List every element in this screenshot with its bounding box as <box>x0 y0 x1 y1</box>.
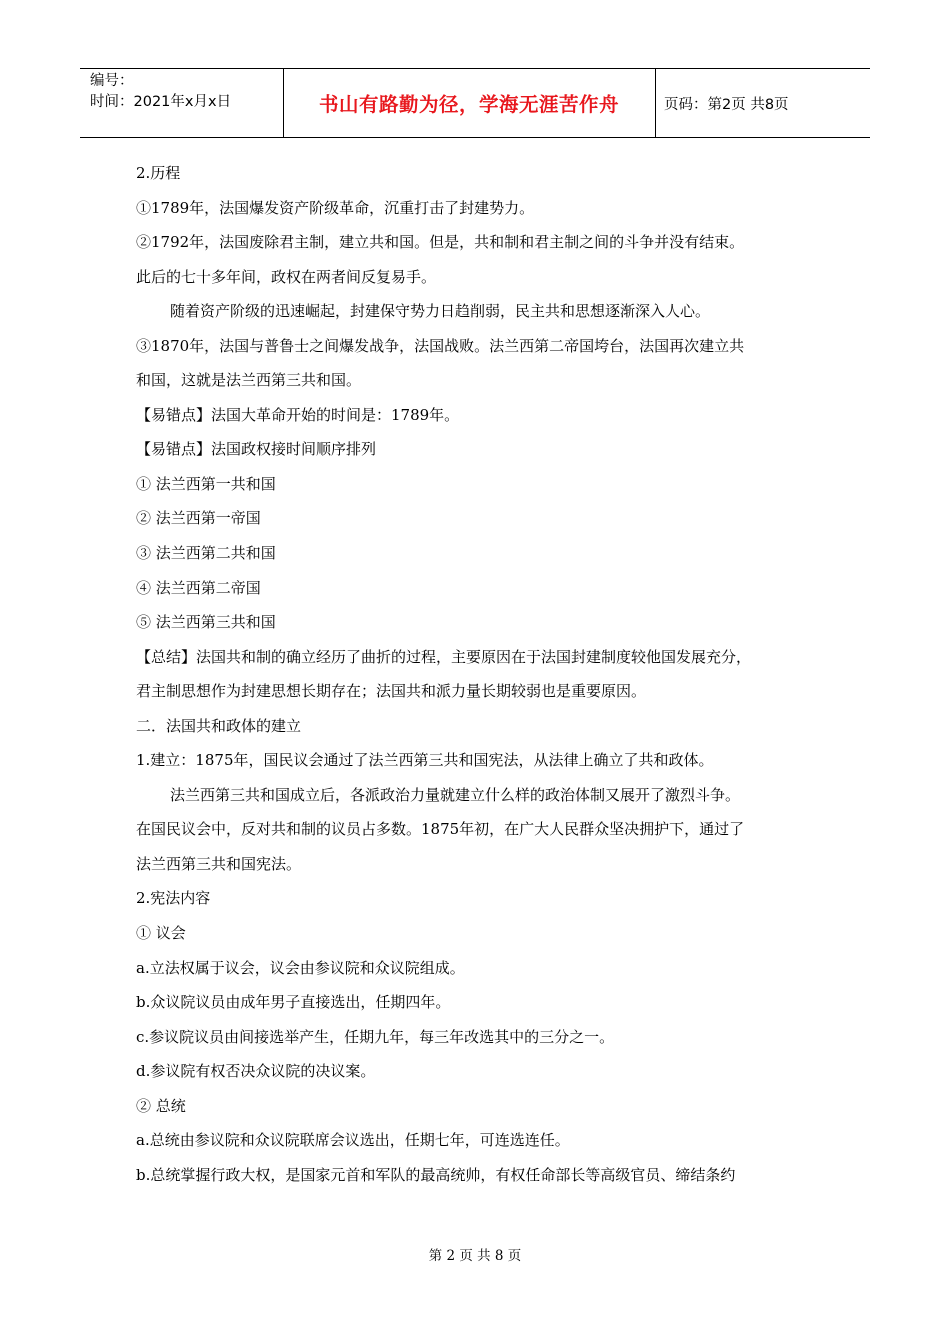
text-line: 随着资产阶级的迅速崛起，封建保守势力日趋削弱，民主共和思想逐渐深入人心。 <box>170 302 711 321</box>
text-line: 【总结】法国共和制的确立经历了曲折的过程，主要原因在于法国封建制度较他国发展充分， <box>136 647 752 666</box>
list-item: b.众议院议员由成年男子直接选出，任期四年。 <box>136 993 451 1012</box>
list-item: a.总统由参议院和众议院联席会议选出，任期七年，可连选连任。 <box>136 1131 570 1150</box>
text-line: 在国民议会中，反对共和制的议员占多数。1875年初，在广大人民群众坚决拥护下，通过了 <box>136 820 745 839</box>
text-line: ②1792年，法国废除君主制，建立共和国。但是，共和制和君主制之间的斗争并没有结束。 <box>136 233 745 252</box>
list-item: ④ 法兰西第二帝国 <box>136 578 261 597</box>
list-item: ⑤ 法兰西第三共和国 <box>136 613 276 632</box>
code-label: 编号： <box>90 73 134 89</box>
section-heading: 二．法国共和政体的建立 <box>136 716 302 735</box>
header-page-info: 页码：第2页 共8页 <box>664 96 789 113</box>
time-label: 时间：2021年x月x日 <box>90 94 232 110</box>
text-line: 此后的七十多年间，政权在两者间反复易手。 <box>136 267 437 286</box>
list-item: ① 法兰西第一共和国 <box>136 474 276 493</box>
text-line: 【易错点】法国大革命开始的时间是：1789年。 <box>136 405 460 424</box>
list-item: b.总统掌握行政大权，是国家元首和军队的最高统帅，有权任命部长等高级官员、缔结条约 <box>136 1165 736 1184</box>
text-line: 法兰西第三共和国宪法。 <box>136 854 302 873</box>
header-divider <box>655 69 656 137</box>
header-meta <box>90 71 285 113</box>
text-line: 和国，这就是法兰西第三共和国。 <box>136 371 362 390</box>
text-line: 君主制思想作为封建思想长期存在；法国共和派力量长期较弱也是重要原因。 <box>136 682 647 701</box>
list-item: ③ 法兰西第二共和国 <box>136 544 276 563</box>
text-line: 1.建立：1875年，国民议会通过了法兰西第三共和国宪法，从法律上确立了共和政体。 <box>136 751 714 770</box>
text-line: ③1870年，法国与普鲁士之间爆发战争，法国战败。法兰西第二帝国垮台，法国再次建立共 <box>136 336 745 355</box>
text-line: ①1789年，法国爆发资产阶级革命，沉重打击了封建势力。 <box>136 198 535 217</box>
header-table <box>80 68 870 138</box>
text-line: 2.宪法内容 <box>136 889 211 908</box>
list-item: a.立法权属于议会，议会由参议院和众议院组成。 <box>136 958 465 977</box>
page-footer: 第 2 页 共 8 页 <box>428 1248 522 1264</box>
header-motto: 书山有路勤为径，学海无涯苦作舟 <box>318 93 619 116</box>
list-item: ② 法兰西第一帝国 <box>136 509 261 528</box>
list-item: ② 总统 <box>136 1096 186 1115</box>
text-line: 法兰西第三共和国成立后，各派政治力量就建立什么样的政治体制又展开了激烈斗争。 <box>170 785 741 804</box>
list-item: c.参议院议员由间接选举产生，任期九年，每三年改选其中的三分之一。 <box>136 1027 615 1046</box>
text-line: 2.历程 <box>136 164 181 182</box>
text-line: 【易错点】法国政权接时间顺序排列 <box>136 440 377 459</box>
document-body <box>136 156 836 1192</box>
list-item: ① 议会 <box>136 924 186 943</box>
list-item: d.参议院有权否决众议院的决议案。 <box>136 1062 376 1081</box>
